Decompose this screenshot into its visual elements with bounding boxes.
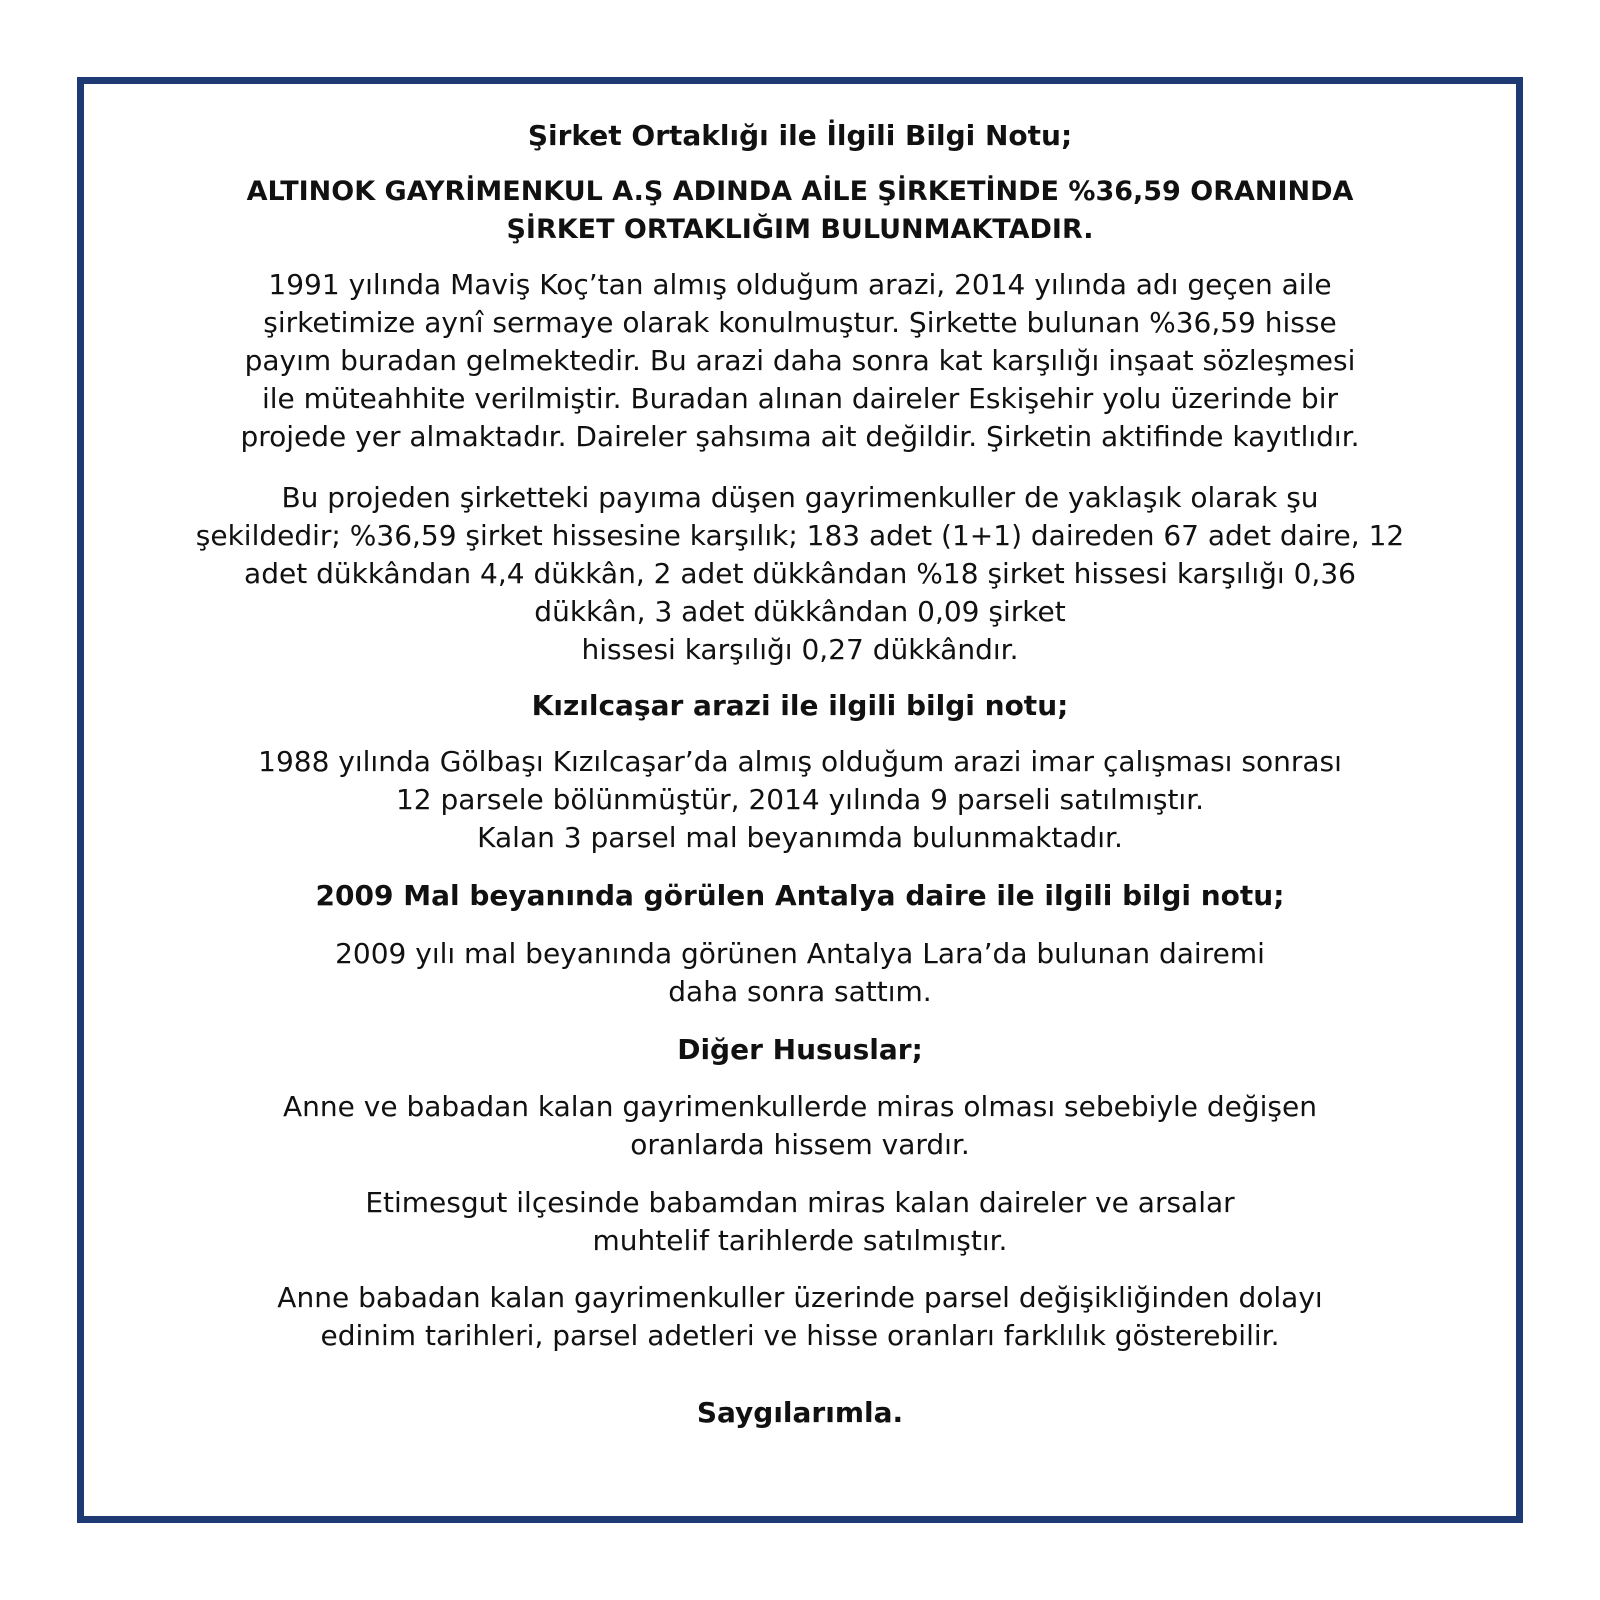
project-paragraph-line-2: şekildedir; %36,59 şirket hissesine karşılık; 183 adet (1+1) daireden 67 adet daire, 12: [195, 519, 1405, 552]
antalya-heading: 2009 Mal beyanında görülen Antalya daire ile ilgili bilgi notu;: [315, 879, 1285, 912]
company-heading-line-1: ALTINOK GAYRİMENKUL A.Ş ADINDA AİLE ŞİRKETİNDE %36,59 ORANINDA: [246, 176, 1354, 207]
antalya-text-line-1: 2009 yılı mal beyanında görünen Antalya Lara’da bulunan dairemi: [335, 937, 1265, 970]
land-paragraph-line-2: şirketimize aynî sermaye olarak konulmuştur. Şirkette bulunan %36,59 hisse: [263, 306, 1337, 339]
inheritance-text-line-1: Anne ve babadan kalan gayrimenkullerde miras olması sebebiyle değişen: [282, 1090, 1317, 1123]
document-body: [84, 84, 1516, 1516]
parcels-text-line-1: Anne babadan kalan gayrimenkuller üzerinde parsel değişikliğinden dolayı: [277, 1281, 1323, 1314]
company-heading-line-2: ŞİRKET ORTAKLIĞIM BULUNMAKTADIR.: [506, 214, 1094, 245]
etimesgut-text-line-2: muhtelif tarihlerde satılmıştır.: [592, 1224, 1008, 1257]
land-paragraph-line-1: 1991 yılında Maviş Koç’tan almış olduğum arazi, 2014 yılında adı geçen aile: [268, 268, 1332, 301]
kizilcasar-heading: Kızılcaşar arazi ile ilgili bilgi notu;: [531, 689, 1069, 722]
kizilcasar-text-line-3: Kalan 3 parsel mal beyanımda bulunmaktadır.: [477, 821, 1123, 854]
etimesgut-text-line-1: Etimesgut ilçesinde babamdan miras kalan daireler ve arsalar: [365, 1186, 1235, 1219]
project-paragraph-line-3: adet dükkândan 4,4 dükkân, 2 adet dükkândan %18 şirket hissesi karşılığı 0,36: [244, 557, 1356, 590]
parcels-text-line-2: edinim tarihleri, parsel adetleri ve hisse oranları farklılık gösterebilir.: [320, 1319, 1280, 1352]
project-paragraph-line-4: dükkân, 3 adet dükkândan 0,09 şirket: [534, 595, 1066, 628]
project-paragraph-line-1: Bu projeden şirketteki payıma düşen gayrimenkuller de yaklaşık olarak şu: [281, 481, 1319, 514]
land-paragraph-line-3: payım buradan gelmektedir. Bu arazi daha sonra kat karşılığı inşaat sözleşmesi: [244, 344, 1356, 377]
antalya-text-line-2: daha sonra sattım.: [668, 975, 932, 1008]
document-title: Şirket Ortaklığı ile İlgili Bilgi Notu;: [527, 119, 1073, 152]
land-paragraph-line-4: ile müteahhite verilmiştir. Buradan alınan daireler Eskişehir yolu üzerinde bir: [261, 382, 1338, 415]
land-paragraph-line-5: projede yer almaktadır. Daireler şahsıma ait değildir. Şirketin aktifinde kayıtlıdır.: [240, 420, 1360, 453]
inheritance-text-line-2: oranlarda hissem vardır.: [630, 1128, 970, 1161]
closing-signoff: Saygılarımla.: [696, 1396, 904, 1429]
other-matters-heading: Diğer Hususlar;: [677, 1033, 923, 1066]
project-paragraph-line-5: hissesi karşılığı 0,27 dükkândır.: [581, 633, 1019, 666]
document-frame: [77, 77, 1523, 1523]
kizilcasar-text-line-1: 1988 yılında Gölbaşı Kızılcaşar’da almış olduğum arazi imar çalışması sonrası: [258, 745, 1342, 778]
kizilcasar-text-line-2: 12 parsele bölünmüştür, 2014 yılında 9 parseli satılmıştır.: [395, 783, 1205, 816]
